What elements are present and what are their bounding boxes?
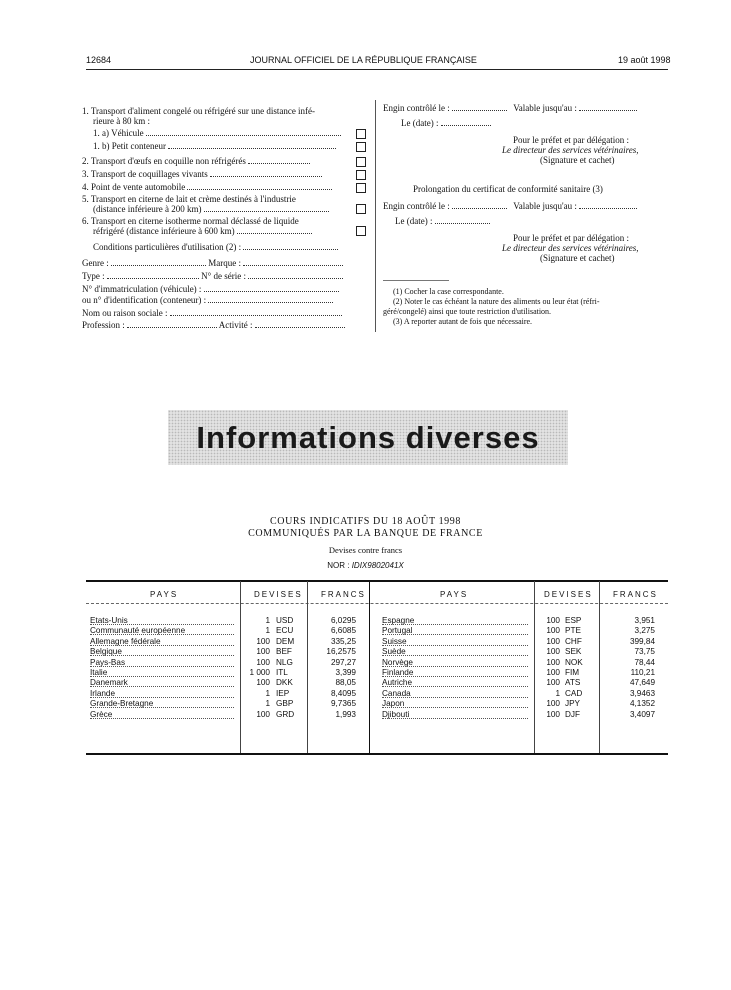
- pour-prefet-2: Pour le préfet et par délégation :: [513, 233, 629, 243]
- field-label: Profession :: [82, 320, 125, 330]
- leader-dots: [452, 207, 507, 209]
- section-title: Informations diverses: [196, 420, 540, 455]
- row-francs: 4,1352: [629, 699, 655, 709]
- form-item-5: [82, 194, 372, 204]
- item-label: (distance inférieure à 200 km): [93, 204, 202, 214]
- row-pays: Norvège: [382, 657, 413, 667]
- row-pays: Djibouti: [382, 709, 410, 719]
- leader-dots: [248, 277, 343, 279]
- footnote-3: (3) A reporter autant de fois que nécessaire.: [393, 317, 533, 326]
- row-quantity: 1: [265, 616, 270, 625]
- row-currency-code: JPY: [565, 699, 581, 709]
- row-pays: Finlande: [382, 668, 414, 677]
- header-pays-right: PAYS: [440, 590, 469, 599]
- field-label: Activité :: [218, 320, 253, 330]
- row-francs: 3,951: [634, 616, 655, 625]
- row-quantity: 100: [256, 678, 270, 688]
- row-francs: 6,0295: [330, 616, 356, 625]
- row-quantity: 1 000: [249, 668, 270, 677]
- profession-activite-field[interactable]: [82, 320, 372, 330]
- row-currency-code: SEK: [565, 647, 582, 657]
- header-pays-left: PAYS: [150, 590, 179, 599]
- item-label: 6. Transport en citerne isotherme normal déclassé de liquide: [82, 216, 299, 226]
- row-currency-code: ITL: [276, 668, 288, 677]
- leader-dots: [204, 210, 329, 212]
- genre-marque-field[interactable]: [82, 258, 372, 268]
- header-sep: [86, 603, 668, 605]
- row-francs: 1,993: [335, 709, 356, 719]
- row-quantity: 1: [265, 699, 270, 709]
- header-devises-left: DEVISES: [254, 590, 303, 599]
- leader-dots: [382, 666, 528, 667]
- leader-dots: [90, 707, 234, 708]
- row-quantity: 100: [256, 657, 270, 667]
- leader-dots: [382, 676, 528, 677]
- conditions-field[interactable]: [93, 242, 383, 252]
- leader-dots: [90, 676, 234, 677]
- leader-dots: [382, 624, 528, 625]
- row-francs: 110,21: [630, 668, 655, 677]
- row-quantity: 1: [265, 626, 270, 636]
- table-bottom-rule: [86, 753, 668, 755]
- row-currency-code: NOK: [565, 657, 583, 667]
- directeur-2: Le directeur des services vétérinaires,: [502, 243, 639, 253]
- row-pays: Italie: [90, 668, 108, 677]
- header-francs-right: FRANCS: [613, 590, 658, 599]
- journal-title: JOURNAL OFFICIEL DE LA RÉPUBLIQUE FRANÇAISE: [250, 55, 477, 65]
- leader-dots: [90, 697, 234, 698]
- leader-dots: [579, 207, 637, 209]
- row-currency-code: FIM: [565, 668, 580, 677]
- row-pays: Allemagne fédérale: [90, 636, 161, 646]
- nor-label: NOR :: [327, 561, 350, 570]
- item-label: 2. Transport d'œufs en coquille non réfrigérés: [82, 156, 246, 166]
- cours-subtitle: Devises contre francs: [328, 545, 403, 555]
- leader-dots: [170, 314, 342, 316]
- leader-dots: [208, 301, 333, 303]
- form-item-2: [82, 156, 372, 166]
- row-pays: Canada: [382, 688, 411, 698]
- row-francs: 297,27: [330, 657, 356, 667]
- row-quantity: 100: [546, 678, 560, 688]
- checkbox-vehicule[interactable]: [356, 129, 366, 139]
- row-currency-code: CHF: [565, 636, 582, 646]
- row-francs: 3,4097: [629, 709, 655, 719]
- row-quantity: 1: [265, 688, 270, 698]
- leader-dots: [146, 134, 341, 136]
- leader-dots: [382, 707, 528, 708]
- leader-dots: [579, 109, 637, 111]
- row-francs: 78,44: [634, 657, 655, 667]
- leader-dots: [90, 666, 234, 667]
- row-quantity: 100: [256, 636, 270, 646]
- row-pays: Suède: [382, 647, 406, 657]
- nor-reference: [0, 561, 731, 570]
- row-quantity: 100: [546, 616, 560, 625]
- row-quantity: 100: [546, 709, 560, 719]
- row-pays: Belgique: [90, 647, 122, 657]
- type-serie-field[interactable]: [82, 271, 372, 281]
- leader-dots: [382, 634, 528, 635]
- form-item-1b: [93, 141, 383, 151]
- leader-dots: [382, 655, 528, 656]
- table-top-rule: [86, 580, 668, 582]
- leader-dots: [382, 686, 528, 687]
- row-pays: Etats-Unis: [90, 616, 128, 625]
- engin-controle-2[interactable]: [383, 201, 637, 211]
- row-francs: 73,75: [634, 647, 655, 657]
- row-currency-code: CAD: [565, 688, 583, 698]
- leader-dots: [204, 290, 339, 292]
- item-label: 1. a) Véhicule: [93, 128, 144, 138]
- row-francs: 47,649: [629, 678, 655, 688]
- leader-dots: [382, 697, 528, 698]
- row-pays: Autriche: [382, 678, 413, 688]
- row-currency-code: ATS: [565, 678, 581, 688]
- form-item-1-cont: [93, 116, 383, 126]
- item-label: 4. Point de vente automobile: [82, 182, 186, 192]
- row-francs: 6,6085: [330, 626, 356, 636]
- item-label: 1. b) Petit conteneur: [93, 141, 166, 151]
- row-pays: Japon: [382, 699, 405, 709]
- leader-dots: [243, 264, 343, 266]
- form-item-1a: [93, 128, 383, 138]
- row-quantity: 100: [546, 626, 560, 636]
- row-currency-code: ECU: [276, 626, 294, 636]
- field-label: Engin contrôlé le :: [383, 103, 450, 113]
- field-label: Genre :: [82, 258, 109, 268]
- page-number: 12684: [86, 55, 112, 65]
- leader-dots: [210, 175, 322, 177]
- footnote-rule: [383, 280, 449, 281]
- leader-dots: [243, 248, 338, 250]
- footnote-1: (1) Cocher la case correspondante.: [393, 287, 504, 296]
- leader-dots: [90, 624, 234, 625]
- row-pays: Grèce: [90, 709, 113, 719]
- row-pays: Espagne: [382, 616, 415, 625]
- row-currency-code: PTE: [565, 626, 581, 636]
- row-pays: Suisse: [382, 636, 407, 646]
- field-label: Type :: [82, 271, 105, 281]
- row-quantity: 1: [555, 688, 560, 698]
- row-currency-code: GBP: [276, 699, 294, 709]
- leader-dots: [90, 655, 234, 656]
- ident-field[interactable]: [82, 295, 372, 305]
- row-quantity: 100: [256, 647, 270, 657]
- le-date-1[interactable]: [401, 118, 491, 128]
- nom-field[interactable]: [82, 308, 372, 318]
- pour-prefet-1: Pour le préfet et par délégation :: [513, 135, 629, 145]
- checkbox-citerne-liquide[interactable]: [356, 226, 366, 236]
- item-label: 1. Transport d'aliment congelé ou réfrigéré sur une distance infé-: [82, 106, 316, 116]
- leader-dots: [168, 147, 336, 149]
- leader-dots: [237, 232, 312, 234]
- cours-title-2: COMMUNIQUÉS PAR LA BANQUE DE FRANCE: [248, 528, 483, 539]
- column-divider: [375, 100, 376, 332]
- leader-dots: [187, 188, 332, 190]
- form-item-6: [82, 216, 372, 226]
- row-pays: Irlande: [90, 688, 116, 698]
- form-item-6-cont: [93, 226, 383, 236]
- row-pays: Communauté européenne: [90, 626, 186, 636]
- section-banner: [168, 410, 568, 465]
- form-item-1: [82, 106, 372, 116]
- engin-controle-1[interactable]: [383, 103, 637, 113]
- header-devises-right: DEVISES: [544, 590, 593, 599]
- footnote-2: (2) Noter le cas échéant la nature des aliments ou leur état (réfri-: [393, 297, 600, 306]
- item-label: rieure à 80 km :: [93, 116, 150, 126]
- row-francs: 8,4095: [330, 688, 356, 698]
- header-rule: [86, 69, 668, 70]
- row-quantity: 100: [256, 709, 270, 719]
- form-item-5-cont: [93, 204, 383, 214]
- form-item-3: [82, 169, 372, 179]
- field-label: Engin contrôlé le :: [383, 201, 450, 211]
- field-label: Valable jusqu'au :: [513, 103, 577, 113]
- row-francs: 88,05: [335, 678, 356, 688]
- row-currency-code: DEM: [276, 636, 295, 646]
- signature-1: (Signature et cachet): [540, 155, 615, 165]
- leader-dots: [452, 109, 507, 111]
- row-pays: Grande-Bretagne: [90, 699, 154, 709]
- leader-dots: [248, 162, 310, 164]
- leader-dots: [90, 686, 234, 687]
- row-currency-code: GRD: [276, 709, 295, 719]
- leader-dots: [435, 222, 490, 224]
- checkbox-petit-conteneur[interactable]: [356, 142, 366, 152]
- leader-dots: [90, 645, 234, 646]
- field-label: Marque :: [208, 258, 241, 268]
- checkbox-point-de-vente[interactable]: [356, 183, 366, 193]
- immat-field[interactable]: [82, 284, 372, 294]
- prolongation-title: Prolongation du certificat de conformité sanitaire (3): [413, 184, 603, 194]
- header-francs-left: FRANCS: [321, 590, 366, 599]
- checkbox-oeufs[interactable]: [356, 157, 366, 167]
- row-currency-code: BEF: [276, 647, 292, 657]
- leader-dots: [382, 645, 528, 646]
- leader-dots: [107, 277, 199, 279]
- field-label: N° de série :: [201, 271, 246, 281]
- footnote-2-cont: géré/congelé) ainsi que toute restriction d'utilisation.: [383, 307, 552, 316]
- row-quantity: 100: [546, 668, 560, 677]
- issue-date: 19 août 1998: [618, 55, 671, 65]
- leader-dots: [111, 264, 206, 266]
- row-francs: 3,275: [634, 626, 655, 636]
- checkbox-citerne-lait[interactable]: [356, 204, 366, 214]
- row-currency-code: DJF: [565, 709, 581, 719]
- col-rule: [599, 581, 600, 753]
- field-label: Le (date) :: [401, 118, 439, 128]
- row-francs: 399,84: [629, 636, 655, 646]
- form-item-4: [82, 182, 372, 192]
- row-francs: 335,25: [330, 636, 356, 646]
- leader-dots: [127, 326, 217, 328]
- row-francs: 9,7365: [330, 699, 356, 709]
- directeur-1: Le directeur des services vétérinaires,: [502, 145, 639, 155]
- row-francs: 3,399: [335, 668, 356, 677]
- leader-dots: [382, 718, 528, 719]
- checkbox-coquillages[interactable]: [356, 170, 366, 180]
- row-currency-code: IEP: [276, 688, 290, 698]
- row-pays: Pays-Bas: [90, 657, 126, 667]
- row-pays: Danemark: [90, 678, 128, 688]
- leader-dots: [90, 718, 234, 719]
- row-francs: 16,2575: [326, 647, 356, 657]
- row-currency-code: DKK: [276, 678, 293, 688]
- leader-dots: [441, 124, 491, 126]
- row-currency-code: ESP: [565, 616, 582, 625]
- row-currency-code: NLG: [276, 657, 293, 667]
- nor-value: IDIX9802041X: [351, 561, 404, 570]
- field-label: Le (date) :: [395, 216, 433, 226]
- row-quantity: 100: [546, 699, 560, 709]
- col-rule: [369, 581, 370, 753]
- le-date-2[interactable]: [395, 216, 490, 226]
- row-quantity: 100: [546, 657, 560, 667]
- row-pays: Portugal: [382, 626, 413, 636]
- signature-2: (Signature et cachet): [540, 253, 615, 263]
- field-label: N° d'immatriculation (véhicule) :: [82, 284, 202, 294]
- field-label: Nom ou raison sociale :: [82, 308, 168, 318]
- row-francs: 3,9463: [629, 688, 655, 698]
- leader-dots: [90, 634, 234, 635]
- row-quantity: 100: [546, 647, 560, 657]
- row-quantity: 100: [546, 636, 560, 646]
- field-label: ou n° d'identification (conteneur) :: [82, 295, 207, 305]
- item-label: 5. Transport en citerne de lait et crème destinés à l'industrie: [82, 194, 296, 204]
- item-label: 3. Transport de coquillages vivants: [82, 169, 208, 179]
- item-label: réfrigéré (distance inférieure à 600 km): [93, 226, 235, 236]
- row-currency-code: USD: [276, 616, 294, 625]
- field-label: Conditions particulières d'utilisation (2) :: [93, 242, 242, 252]
- cours-title-1: COURS INDICATIFS DU 18 AOÛT 1998: [270, 516, 461, 527]
- leader-dots: [255, 326, 345, 328]
- field-label: Valable jusqu'au :: [513, 201, 577, 211]
